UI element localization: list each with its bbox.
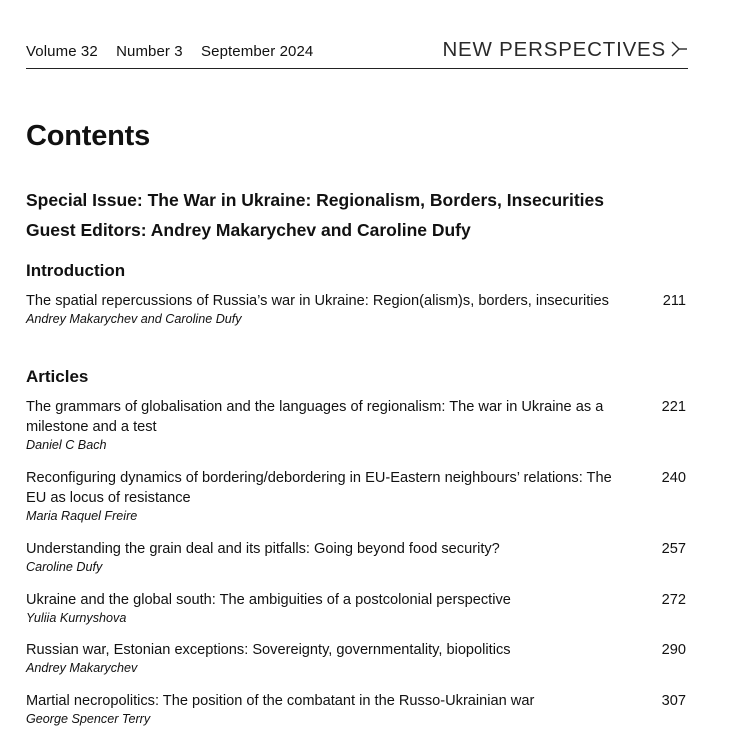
number-label: Number 3 bbox=[116, 43, 183, 60]
article-title: The spatial repercussions of Russia’s war in Ukraine: Region(alism)s, borders, insecurities bbox=[26, 293, 609, 309]
contents-page bbox=[26, 0, 688, 750]
toc-entry[interactable] bbox=[26, 590, 688, 627]
article-authors: Yuliia Kurnyshova bbox=[26, 611, 127, 625]
toc-entry[interactable] bbox=[26, 397, 688, 454]
article-title: Russian war, Estonian exceptions: Sovereignty, governmentality, biopolitics bbox=[26, 642, 511, 658]
toc-entry[interactable] bbox=[26, 291, 688, 328]
article-authors: Caroline Dufy bbox=[26, 560, 103, 574]
issue-info bbox=[26, 43, 313, 60]
issue-date: September 2024 bbox=[201, 43, 314, 60]
page-number: 307 bbox=[661, 693, 686, 709]
guest-editors: Guest Editors: Andrey Makarychev and Caroline Dufy bbox=[26, 220, 471, 240]
article-title: Understanding the grain deal and its pitfalls: Going beyond food security? bbox=[26, 541, 500, 557]
journal-logo bbox=[442, 38, 688, 62]
article-authors: Daniel C Bach bbox=[26, 438, 107, 452]
article-authors: Andrey Makarychev bbox=[26, 661, 138, 675]
journal-name: NEW PERSPECTIVES bbox=[442, 38, 666, 61]
page-number: 272 bbox=[661, 592, 686, 608]
page-title: Contents bbox=[26, 120, 151, 152]
page-number: 240 bbox=[661, 470, 686, 486]
toc-entry[interactable] bbox=[26, 539, 688, 576]
toc-entry[interactable] bbox=[26, 640, 688, 677]
page-number: 257 bbox=[661, 541, 686, 557]
special-issue-block bbox=[26, 185, 604, 245]
article-authors: Andrey Makarychev and Caroline Dufy bbox=[26, 312, 242, 326]
page-number: 211 bbox=[662, 293, 686, 309]
special-issue-title: Special Issue: The War in Ukraine: Regionalism, Borders, Insecurities bbox=[26, 190, 605, 210]
section-heading-articles: Articles bbox=[26, 367, 89, 386]
article-title: Ukraine and the global south: The ambiguities of a postcolonial perspective bbox=[26, 592, 511, 608]
article-authors: Maria Raquel Freire bbox=[26, 509, 138, 523]
page-number: 221 bbox=[661, 399, 686, 415]
journal-logo-mark-icon bbox=[670, 40, 688, 58]
article-title: The grammars of globalisation and the languages of regionalism: The war in Ukraine as a milestone and a test bbox=[26, 399, 604, 435]
volume-label: Volume 32 bbox=[26, 43, 98, 60]
toc-entry[interactable] bbox=[26, 468, 688, 525]
page-number: 290 bbox=[661, 642, 686, 658]
article-title: Reconfiguring dynamics of bordering/debordering in EU-Eastern neighbours’ relations: The EU as locus of resistance bbox=[26, 470, 612, 506]
article-authors: George Spencer Terry bbox=[26, 712, 151, 726]
article-title: Martial necropolitics: The position of the combatant in the Russo-Ukrainian war bbox=[26, 693, 535, 709]
section-heading-introduction: Introduction bbox=[26, 261, 126, 280]
toc-entry[interactable] bbox=[26, 691, 688, 728]
masthead bbox=[26, 38, 688, 69]
